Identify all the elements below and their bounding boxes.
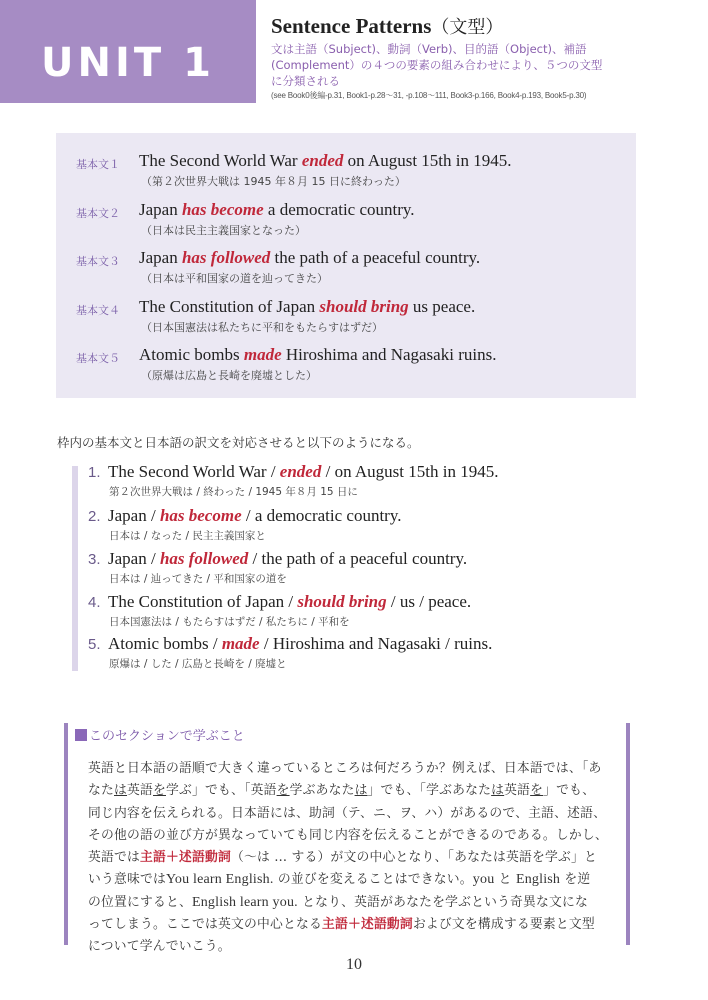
key-term: 主語＋述語動詞 xyxy=(140,850,231,866)
text: / on August 15th in 1945. xyxy=(321,462,499,481)
english-word: you xyxy=(472,872,495,888)
text: 学ぶあなた xyxy=(289,783,355,799)
sentence-ja: （日本は平和国家の道を辿ってきた） xyxy=(141,272,328,285)
item-ja: 原爆は / した / 広島と長崎を / 廃墟と xyxy=(109,658,287,670)
text: / us / peace. xyxy=(386,592,472,611)
text: The Constitution of Japan / xyxy=(108,592,298,611)
text: ってしまう。ここでは英文の中心となる xyxy=(88,917,322,933)
paragraph-line xyxy=(88,780,618,802)
item-en xyxy=(108,634,492,654)
text: の位置にすると、 xyxy=(88,894,192,910)
item-number: 4. xyxy=(88,594,101,611)
english-word: English xyxy=(515,872,561,888)
underlined-particle: を xyxy=(153,783,166,799)
paragraph-line xyxy=(88,847,618,869)
paragraph-line xyxy=(88,892,618,914)
underlined-particle: を xyxy=(276,783,290,799)
verb-highlight: has become xyxy=(159,506,242,525)
verb-highlight: has followed xyxy=(159,549,249,568)
paragraph-line: その他の語の並び方が異なっていても同じ内容を伝えることができるのである。しかし、 xyxy=(88,827,608,843)
key-term: 主語＋述語動詞 xyxy=(321,917,413,933)
references: (see Book0後編-p.31, Book1-p.28～31, -p.108～111, Book3-p.166, Book4-p.193, Book5-p.30) xyxy=(271,91,587,100)
sentence-label: 基本文３ xyxy=(76,255,120,268)
unit-banner xyxy=(0,0,256,103)
section-header xyxy=(271,14,691,102)
text: The Second World War / xyxy=(108,462,280,481)
learn-heading xyxy=(75,725,245,744)
text: The Constitution of Japan xyxy=(139,297,320,316)
subtitle xyxy=(271,41,691,89)
verb-highlight: made xyxy=(243,345,282,364)
text: The Second World War xyxy=(139,151,302,170)
square-bullet-icon xyxy=(75,729,87,741)
text: （～は … する）が文の中心となり、「あなたは英語を学ぶ」と xyxy=(230,850,598,866)
item-en xyxy=(108,506,401,526)
sentence-label: 基本文４ xyxy=(76,304,120,317)
text: Japan xyxy=(139,200,182,219)
item-ja: 第２次世界大戦は / 終わった / 1945 年８月 15 日に xyxy=(109,486,358,498)
page-title xyxy=(271,14,691,40)
list-bar-decoration xyxy=(72,466,78,671)
text: いう意味では xyxy=(88,872,166,888)
sentence-label: 基本文１ xyxy=(76,158,120,171)
text: Japan / xyxy=(108,506,160,525)
sentence-ja: （原爆は広島と長崎を廃墟とした） xyxy=(141,369,317,382)
paragraph-line: 英語と日本語の語順で大きく違っているところは何だろうか？例えば、日本語では、「あ xyxy=(88,761,602,776)
underlined-particle: は xyxy=(114,783,127,799)
text: Hiroshima and Nagasaki ruins. xyxy=(281,345,497,364)
sentence-ja: （日本は民主主義国家となった） xyxy=(141,224,306,237)
verb-highlight: has become xyxy=(181,200,264,219)
item-number: 3. xyxy=(88,551,101,568)
sentence-ja: （日本国憲法は私たちに平和をもたらすはずだ） xyxy=(141,321,383,334)
item-en xyxy=(108,462,498,482)
text: 英語 xyxy=(127,783,153,799)
text: なた xyxy=(88,783,114,799)
text: と xyxy=(494,872,516,888)
english-example: English learn you. xyxy=(191,894,298,910)
item-number: 5. xyxy=(88,636,101,653)
english-example: You learn English. xyxy=(165,872,274,888)
paragraph-line xyxy=(88,914,618,936)
paragraph-line: 同じ内容を伝えられる。日本語には、助詞（テ、ニ、ヲ、ハ）があるので、主語、述語、 xyxy=(88,805,607,821)
learn-section xyxy=(64,723,630,955)
sentence-en xyxy=(139,297,475,317)
item-number: 2. xyxy=(88,508,101,525)
title-en: Sentence Patterns xyxy=(271,14,432,38)
text: us peace. xyxy=(408,297,476,316)
text: 英語では xyxy=(88,850,140,866)
text: / the path of a peaceful country. xyxy=(248,549,468,568)
text: 」でも、「学ぶあなた xyxy=(367,783,492,799)
heading-text: このセクションで学ぶこと xyxy=(89,729,245,744)
underlined-particle: は xyxy=(354,783,368,799)
title-ja: （文型） xyxy=(431,17,504,38)
sentence-ja: （第２次世界大戦は 1945 年８月 15 日に終わった） xyxy=(141,175,406,188)
underlined-particle: を xyxy=(530,783,544,799)
text: Atomic bombs / xyxy=(108,634,222,653)
text: となり、英語があなたを学ぶという奇異な文にな xyxy=(297,894,589,910)
verb-highlight: ended xyxy=(279,462,322,481)
sentence-en xyxy=(139,345,496,365)
item-number: 1. xyxy=(88,464,101,481)
correspondence-intro: 枠内の基本文と日本語の訳文を対応させると以下のようになる。 xyxy=(57,435,420,450)
verb-highlight: should bring xyxy=(319,297,409,316)
subtitle-line: 文は主語（Subject)、動詞（Verb)、目的語（Object)、補語 xyxy=(271,42,587,56)
text: 学ぶ」でも、「英語 xyxy=(166,783,277,799)
paragraph-line xyxy=(88,869,618,891)
subtitle-line: (Complement）の４つの要素の組み合わせにより、５つの文型 xyxy=(271,58,603,72)
text: the path of a peaceful country. xyxy=(270,248,481,267)
verb-highlight: made xyxy=(221,634,260,653)
unit-label: UNIT 1 xyxy=(41,39,215,86)
text: / a democratic country. xyxy=(241,506,402,525)
item-en xyxy=(108,592,471,612)
basic-sentences-box xyxy=(56,133,636,398)
text: a democratic country. xyxy=(263,200,415,219)
paragraph-line: について学んでいこう。 xyxy=(88,939,231,955)
verb-highlight: has followed xyxy=(181,248,271,267)
sentence-label: 基本文５ xyxy=(76,352,120,365)
text: Japan / xyxy=(108,549,160,568)
sentence-en xyxy=(139,200,415,220)
item-en xyxy=(108,549,467,569)
item-ja: 日本は / なった / 民主主義国家と xyxy=(109,530,266,542)
text: Japan xyxy=(139,248,182,267)
text: Atomic bombs xyxy=(139,345,244,364)
text: の並びを変えることはできない。 xyxy=(273,872,473,888)
item-ja: 日本は / 辿ってきた / 平和国家の道を xyxy=(109,573,287,585)
item-ja: 日本国憲法は / もたらすはずだ / 私たちに / 平和を xyxy=(109,616,350,628)
underlined-particle: は xyxy=(491,783,505,799)
sentence-en xyxy=(139,151,512,171)
page-number: 10 xyxy=(346,956,362,973)
verb-highlight: ended xyxy=(301,151,344,170)
text: on August 15th in 1945. xyxy=(343,151,512,170)
subtitle-line: に分類される xyxy=(271,74,340,88)
text: および文を構成する要素と文型 xyxy=(412,917,595,933)
verb-highlight: should bring xyxy=(297,592,387,611)
sentence-en xyxy=(139,248,480,268)
text: 英語 xyxy=(504,783,531,799)
learn-body xyxy=(88,758,618,959)
sentence-label: 基本文２ xyxy=(76,207,120,220)
text: を逆 xyxy=(560,872,591,888)
text: 」でも、 xyxy=(543,783,596,799)
text: / Hiroshima and Nagasaki / ruins. xyxy=(259,634,493,653)
